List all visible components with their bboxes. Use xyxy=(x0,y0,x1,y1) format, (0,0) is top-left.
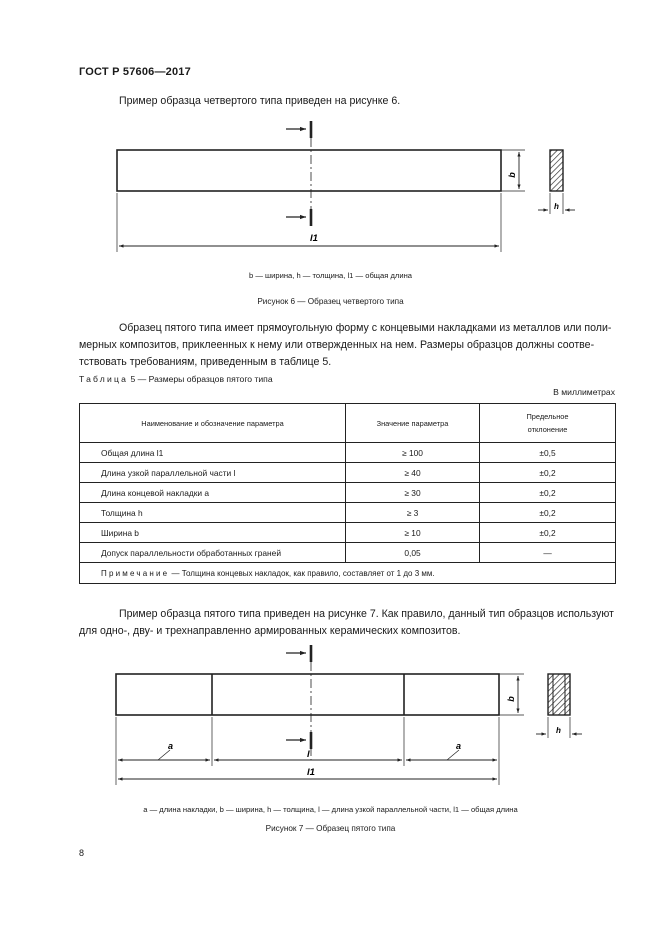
page-number: 8 xyxy=(79,848,85,858)
label-a-left: a xyxy=(168,741,174,751)
figure-6-legend: b — ширина, h — толщина, l1 — общая длина xyxy=(248,271,413,280)
row-name: Допуск параллельности обработанных граней xyxy=(80,543,346,563)
label-h: h xyxy=(556,726,561,735)
row-tolerance: ±0,2 xyxy=(480,483,616,503)
row-name: Общая длина l1 xyxy=(80,443,346,463)
row-tolerance: — xyxy=(480,543,616,563)
intro5-line-1: Пример образца пятого типа приведен на рисунке 7. Как правило, данный тип образцов используют xyxy=(119,608,614,620)
row-value: ≥ 30 xyxy=(346,483,480,503)
section-mark-bottom xyxy=(286,732,311,749)
row-name: Ширина b xyxy=(80,523,346,543)
header-parameter: Наименование и обозначение параметра xyxy=(80,404,346,443)
standard-header: ГОСТ Р 57606—2017 xyxy=(79,66,191,78)
paragraph-line-3: тствовать требованиям, приведенным в таблице 5. xyxy=(79,356,332,368)
row-name: Толщина h xyxy=(80,503,346,523)
row-value: ≥ 100 xyxy=(346,443,480,463)
figure-6-caption: Рисунок 6 — Образец четвертого типа xyxy=(257,297,404,306)
row-value: ≥ 40 xyxy=(346,463,480,483)
table-title-text: 5 — Размеры образцов пятого типа xyxy=(130,374,273,384)
row-value: 0,05 xyxy=(346,543,480,563)
note-label: Примечание xyxy=(101,568,170,578)
figure-7-caption: Рисунок 7 — Образец пятого типа xyxy=(265,824,396,833)
figure-7-legend: a — длина накладки, b — ширина, h — толщина, l — длина узкой параллельной части, l1 — общая длина xyxy=(143,805,518,814)
header-tolerance: Предельное отклонение xyxy=(480,404,616,443)
section-mark-top xyxy=(286,645,311,662)
paragraph-line-1: Образец пятого типа имеет прямоугольную форму с концевыми накладками из металлов или поли- xyxy=(119,322,612,334)
label-b: b xyxy=(506,696,516,702)
row-tolerance: ±0,5 xyxy=(480,443,616,463)
label-a-right: a xyxy=(456,741,462,751)
dimension-b xyxy=(499,674,524,715)
table-5-units: В миллиметрах xyxy=(553,387,615,397)
paragraph-line-2: мерных композитов, приклеенных к нему или отвержденных на нем. Размеры образцов должны соотве- xyxy=(79,339,595,351)
label-l1: l1 xyxy=(310,233,318,244)
intro5-line-2: для одно-, дву- и трехнаправленно армированных керамических композитов. xyxy=(79,625,461,637)
label-h: h xyxy=(554,202,559,211)
note-text: — Толщина концевых накладок, как правило, составляет от 1 до 3 мм. xyxy=(171,568,435,578)
label-l1: l1 xyxy=(307,767,315,778)
row-tolerance: ±0,2 xyxy=(480,503,616,523)
header-value: Значение параметра xyxy=(346,404,480,443)
label-b: b xyxy=(507,172,517,178)
table-label: Таблица xyxy=(79,374,129,384)
row-tolerance: ±0,2 xyxy=(480,523,616,543)
row-value: ≥ 10 xyxy=(346,523,480,543)
specimen-with-tabs xyxy=(116,662,499,760)
row-tolerance: ±0,2 xyxy=(480,463,616,483)
dimension-a-right xyxy=(406,750,497,760)
intro-type4: Пример образца четвертого типа приведен на рисунке 6. xyxy=(119,95,401,107)
row-name: Длина узкой параллельной части l xyxy=(80,463,346,483)
dimension-a-left xyxy=(118,750,210,760)
row-name: Длина концевой накладки a xyxy=(80,483,346,503)
label-l: l xyxy=(307,749,310,760)
row-value: ≥ 3 xyxy=(346,503,480,523)
